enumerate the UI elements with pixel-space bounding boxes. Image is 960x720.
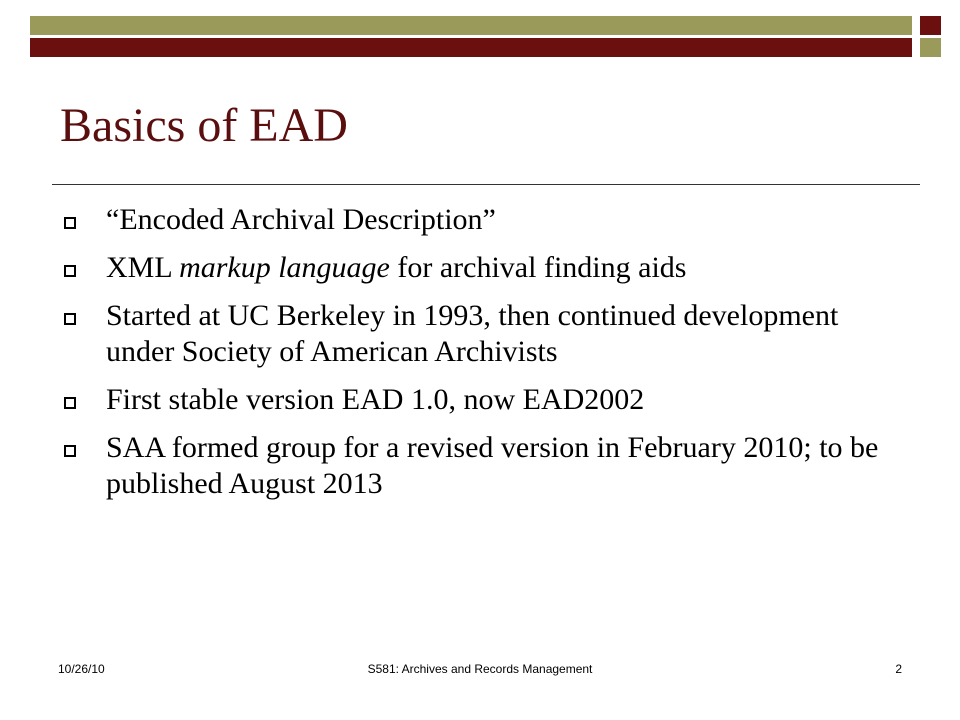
bullet-list [62,202,902,514]
bullet-item [62,298,902,370]
top-bar-maroon [30,38,912,57]
footer-date: 10/26/10 [58,662,105,676]
bullet-item [62,250,902,286]
bullet-item [62,202,902,238]
footer-page-number: 2 [895,662,902,676]
square-bullet-icon [64,313,76,325]
square-bullet-icon [64,445,76,457]
bullet-text: “Encoded Archival Description” [106,203,496,236]
title-divider [52,184,920,185]
top-square-maroon [920,16,941,35]
bullet-text: First stable version EAD 1.0, now EAD2002 [106,383,645,416]
top-bar-olive [30,16,912,35]
bullet-text-segment: for archival finding aids [389,251,687,284]
bullet-text-emphasis: markup language [179,251,390,284]
bullet-text [106,251,686,284]
bullet-text: Started at UC Berkeley in 1993, then continued development under Society of American Archivists [106,299,839,368]
bullet-text: SAA formed group for a revised version in February 2010; to be published August 2013 [106,431,879,500]
square-bullet-icon [64,265,76,277]
square-bullet-icon [64,217,76,229]
slide-title: Basics of EAD [60,99,348,152]
top-square-olive [920,38,941,57]
bullet-item [62,430,902,502]
bullet-item [62,382,902,418]
footer-course: S581: Archives and Records Management [367,662,593,676]
square-bullet-icon [64,397,76,409]
bullet-text-segment: XML [106,251,180,284]
